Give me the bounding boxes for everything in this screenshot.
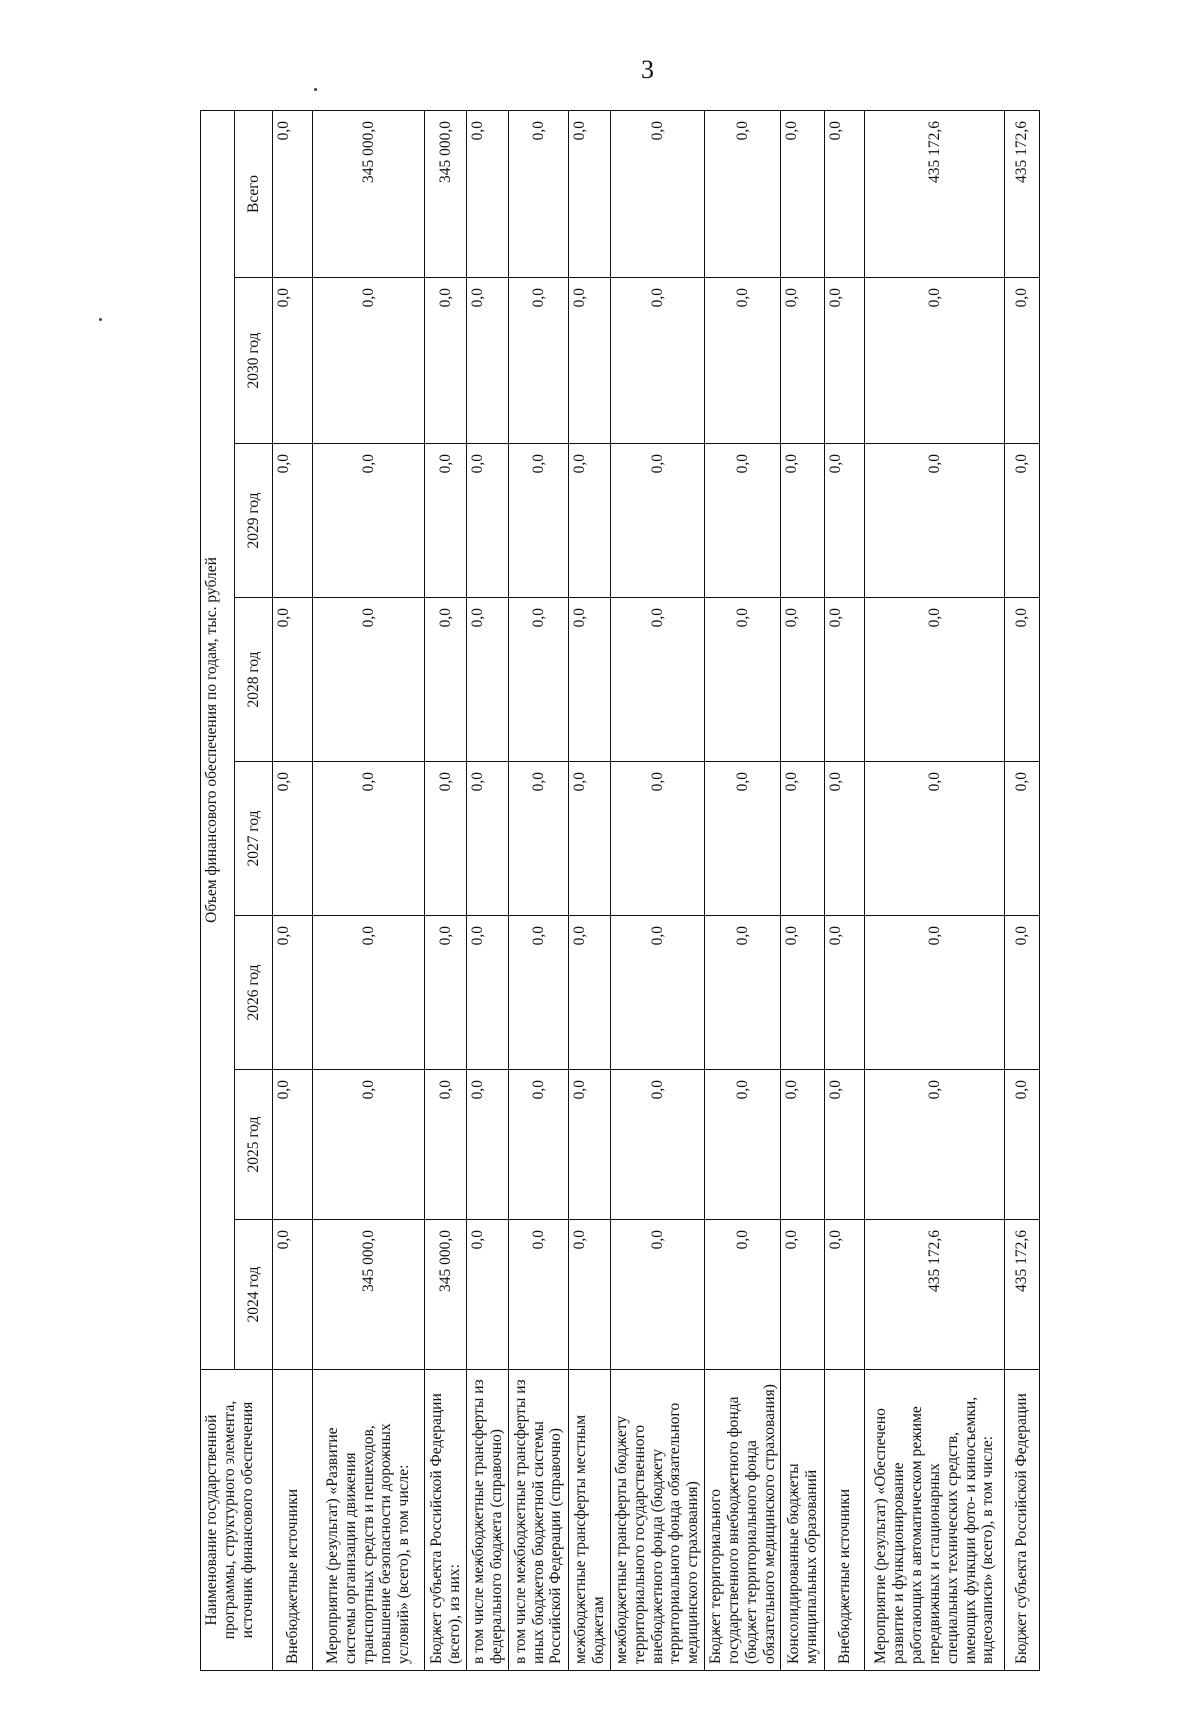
amount-cell: 0,0 — [781, 916, 825, 1070]
amount-cell: 0,0 — [313, 1070, 425, 1220]
page-number: 3 — [641, 55, 654, 84]
amount-cell: 0,0 — [1005, 598, 1040, 762]
amount-cell: 0,0 — [781, 762, 825, 916]
table-row — [781, 111, 825, 1671]
row-name: межбюджетные трансферты бюджету территориального государственного внебюджетного фонда (бюджету территориального фонда обязательного медицинского страхования) — [611, 1370, 705, 1671]
amount-cell: 0,0 — [705, 762, 781, 916]
amount-cell: 0,0 — [825, 598, 865, 762]
amount-cell: 0,0 — [509, 444, 569, 598]
financing-table-rotated — [200, 111, 1031, 1671]
amount-cell: 0,0 — [569, 278, 611, 444]
amount-cell: 0,0 — [569, 598, 611, 762]
amount-cell: 435 172,6 — [1005, 1220, 1040, 1370]
table-row — [273, 111, 313, 1671]
scan-speck — [99, 318, 102, 321]
amount-cell: 0,0 — [467, 1070, 509, 1220]
year-header: 2026 год — [235, 916, 273, 1070]
amount-cell: 0,0 — [273, 916, 313, 1070]
row-name: межбюджетные трансферты местным бюджетам — [569, 1370, 611, 1671]
amount-cell: 0,0 — [273, 762, 313, 916]
amount-cell: 0,0 — [705, 916, 781, 1070]
amount-cell: 0,0 — [825, 111, 865, 278]
amount-cell: 345 000,0 — [313, 1220, 425, 1370]
table-row — [425, 111, 467, 1671]
amount-cell: 0,0 — [781, 111, 825, 278]
amount-cell: 0,0 — [509, 762, 569, 916]
financing-table — [200, 110, 1040, 1671]
amount-cell: 0,0 — [467, 762, 509, 916]
amount-cell: 0,0 — [781, 598, 825, 762]
amount-cell: 0,0 — [313, 762, 425, 916]
amount-cell: 0,0 — [781, 444, 825, 598]
amount-cell: 0,0 — [467, 278, 509, 444]
amount-cell: 435 172,6 — [865, 111, 1005, 278]
row-name: в том числе межбюджетные трансферты из федерального бюджета (справочно) — [467, 1370, 509, 1671]
amount-cell: 0,0 — [509, 916, 569, 1070]
amount-cell: 435 172,6 — [865, 1220, 1005, 1370]
amount-cell: 0,0 — [425, 916, 467, 1070]
amount-cell: 0,0 — [865, 762, 1005, 916]
amount-cell: 0,0 — [1005, 444, 1040, 598]
amount-group-header: Объем финансового обеспечения по годам, тыс. рублей — [201, 111, 235, 1370]
amount-cell: 0,0 — [611, 916, 705, 1070]
row-name: Внебюджетные источники — [273, 1370, 313, 1671]
amount-cell: 0,0 — [569, 1220, 611, 1370]
amount-cell: 0,0 — [313, 598, 425, 762]
table-row — [467, 111, 509, 1671]
table-row — [865, 111, 1005, 1671]
amount-cell: 0,0 — [313, 278, 425, 444]
amount-cell: 0,0 — [611, 762, 705, 916]
amount-cell: 0,0 — [611, 1220, 705, 1370]
amount-cell: 0,0 — [569, 762, 611, 916]
amount-cell: 0,0 — [313, 444, 425, 598]
amount-cell: 0,0 — [313, 916, 425, 1070]
amount-cell: 0,0 — [425, 762, 467, 916]
year-header: 2030 год — [235, 278, 273, 444]
row-name: Консолидированные бюджеты муниципальных образований — [781, 1370, 825, 1671]
amount-cell: 0,0 — [273, 1220, 313, 1370]
amount-cell: 0,0 — [611, 111, 705, 278]
amount-cell: 0,0 — [705, 1220, 781, 1370]
amount-cell: 0,0 — [705, 1070, 781, 1220]
amount-cell: 0,0 — [781, 278, 825, 444]
amount-cell: 435 172,6 — [1005, 111, 1040, 278]
amount-cell: 0,0 — [509, 1070, 569, 1220]
year-header: Всего — [235, 111, 273, 278]
amount-cell: 0,0 — [825, 1070, 865, 1220]
amount-cell: 0,0 — [425, 444, 467, 598]
amount-cell: 0,0 — [467, 111, 509, 278]
amount-cell: 0,0 — [825, 278, 865, 444]
row-name: Бюджет территориального государственного внебюджетного фонда (бюджет территориального фонда обязательного медицинского страхования) — [705, 1370, 781, 1671]
amount-cell: 0,0 — [705, 598, 781, 762]
amount-cell: 0,0 — [865, 916, 1005, 1070]
amount-cell: 0,0 — [425, 1070, 467, 1220]
amount-cell: 0,0 — [425, 278, 467, 444]
table-row — [569, 111, 611, 1671]
table-row — [1005, 111, 1040, 1671]
amount-cell: 0,0 — [569, 111, 611, 278]
amount-cell: 0,0 — [865, 278, 1005, 444]
amount-cell: 0,0 — [273, 1070, 313, 1220]
year-header: 2024 год — [235, 1220, 273, 1370]
amount-cell: 0,0 — [509, 111, 569, 278]
amount-cell: 0,0 — [467, 916, 509, 1070]
amount-cell: 0,0 — [705, 444, 781, 598]
amount-cell: 345 000,0 — [313, 111, 425, 278]
amount-cell: 0,0 — [1005, 762, 1040, 916]
year-header: 2025 год — [235, 1070, 273, 1220]
amount-cell: 0,0 — [611, 444, 705, 598]
row-name: Бюджет субъекта Российской Федерации — [1005, 1370, 1040, 1671]
row-name: Бюджет субъекта Российской Федерации (всего), из них: — [425, 1370, 467, 1671]
table-row — [509, 111, 569, 1671]
row-name: Внебюджетные источники — [825, 1370, 865, 1671]
amount-cell: 0,0 — [273, 111, 313, 278]
amount-cell: 0,0 — [865, 444, 1005, 598]
scan-speck — [314, 88, 317, 91]
year-header: 2027 год — [235, 762, 273, 916]
amount-cell: 0,0 — [781, 1070, 825, 1220]
table-row — [825, 111, 865, 1671]
amount-cell: 0,0 — [273, 598, 313, 762]
amount-cell: 0,0 — [569, 1070, 611, 1220]
year-header: 2029 год — [235, 444, 273, 598]
amount-cell: 0,0 — [705, 111, 781, 278]
amount-cell: 0,0 — [569, 916, 611, 1070]
amount-cell: 0,0 — [509, 278, 569, 444]
amount-cell: 0,0 — [825, 444, 865, 598]
amount-cell: 0,0 — [611, 598, 705, 762]
amount-cell: 0,0 — [1005, 278, 1040, 444]
amount-cell: 0,0 — [273, 278, 313, 444]
amount-cell: 0,0 — [1005, 916, 1040, 1070]
amount-cell: 0,0 — [705, 278, 781, 444]
amount-cell: 0,0 — [611, 1070, 705, 1220]
amount-cell: 345 000,0 — [425, 1220, 467, 1370]
table-row — [611, 111, 705, 1671]
row-name: Мероприятие (результат) «Обеспечено развитие и функционирование работающих в автоматическом режиме передвижных и стационарных специальных технических средств, имеющих функции фото- и киносъемки, видеозаписи» (всего), в том числе: — [865, 1370, 1005, 1671]
row-name: Мероприятие (результат) «Развитие системы организации движения транспортных средств и пешеходов, повышение безопасности дорожных условий» (всего), в том числе: — [313, 1370, 425, 1671]
amount-cell: 0,0 — [865, 598, 1005, 762]
name-column-header: Наименование государственной программы, структурного элемента, источник финансового обеспечения — [201, 1370, 273, 1671]
row-name: в том числе межбюджетные трансферты из иных бюджетов бюджетной системы Российской Федерации (справочно) — [509, 1370, 569, 1671]
amount-cell: 0,0 — [467, 1220, 509, 1370]
amount-cell: 0,0 — [825, 762, 865, 916]
amount-cell: 0,0 — [825, 1220, 865, 1370]
amount-cell: 0,0 — [569, 444, 611, 598]
amount-cell: 0,0 — [273, 444, 313, 598]
table-row — [705, 111, 781, 1671]
amount-cell: 0,0 — [509, 598, 569, 762]
amount-cell: 0,0 — [467, 598, 509, 762]
amount-cell: 0,0 — [425, 598, 467, 762]
amount-cell: 0,0 — [509, 1220, 569, 1370]
amount-cell: 0,0 — [865, 1070, 1005, 1220]
table-row — [313, 111, 425, 1671]
amount-cell: 0,0 — [825, 916, 865, 1070]
amount-cell: 0,0 — [467, 444, 509, 598]
amount-cell: 0,0 — [611, 278, 705, 444]
amount-cell: 345 000,0 — [425, 111, 467, 278]
year-header: 2028 год — [235, 598, 273, 762]
amount-cell: 0,0 — [1005, 1070, 1040, 1220]
amount-cell: 0,0 — [781, 1220, 825, 1370]
